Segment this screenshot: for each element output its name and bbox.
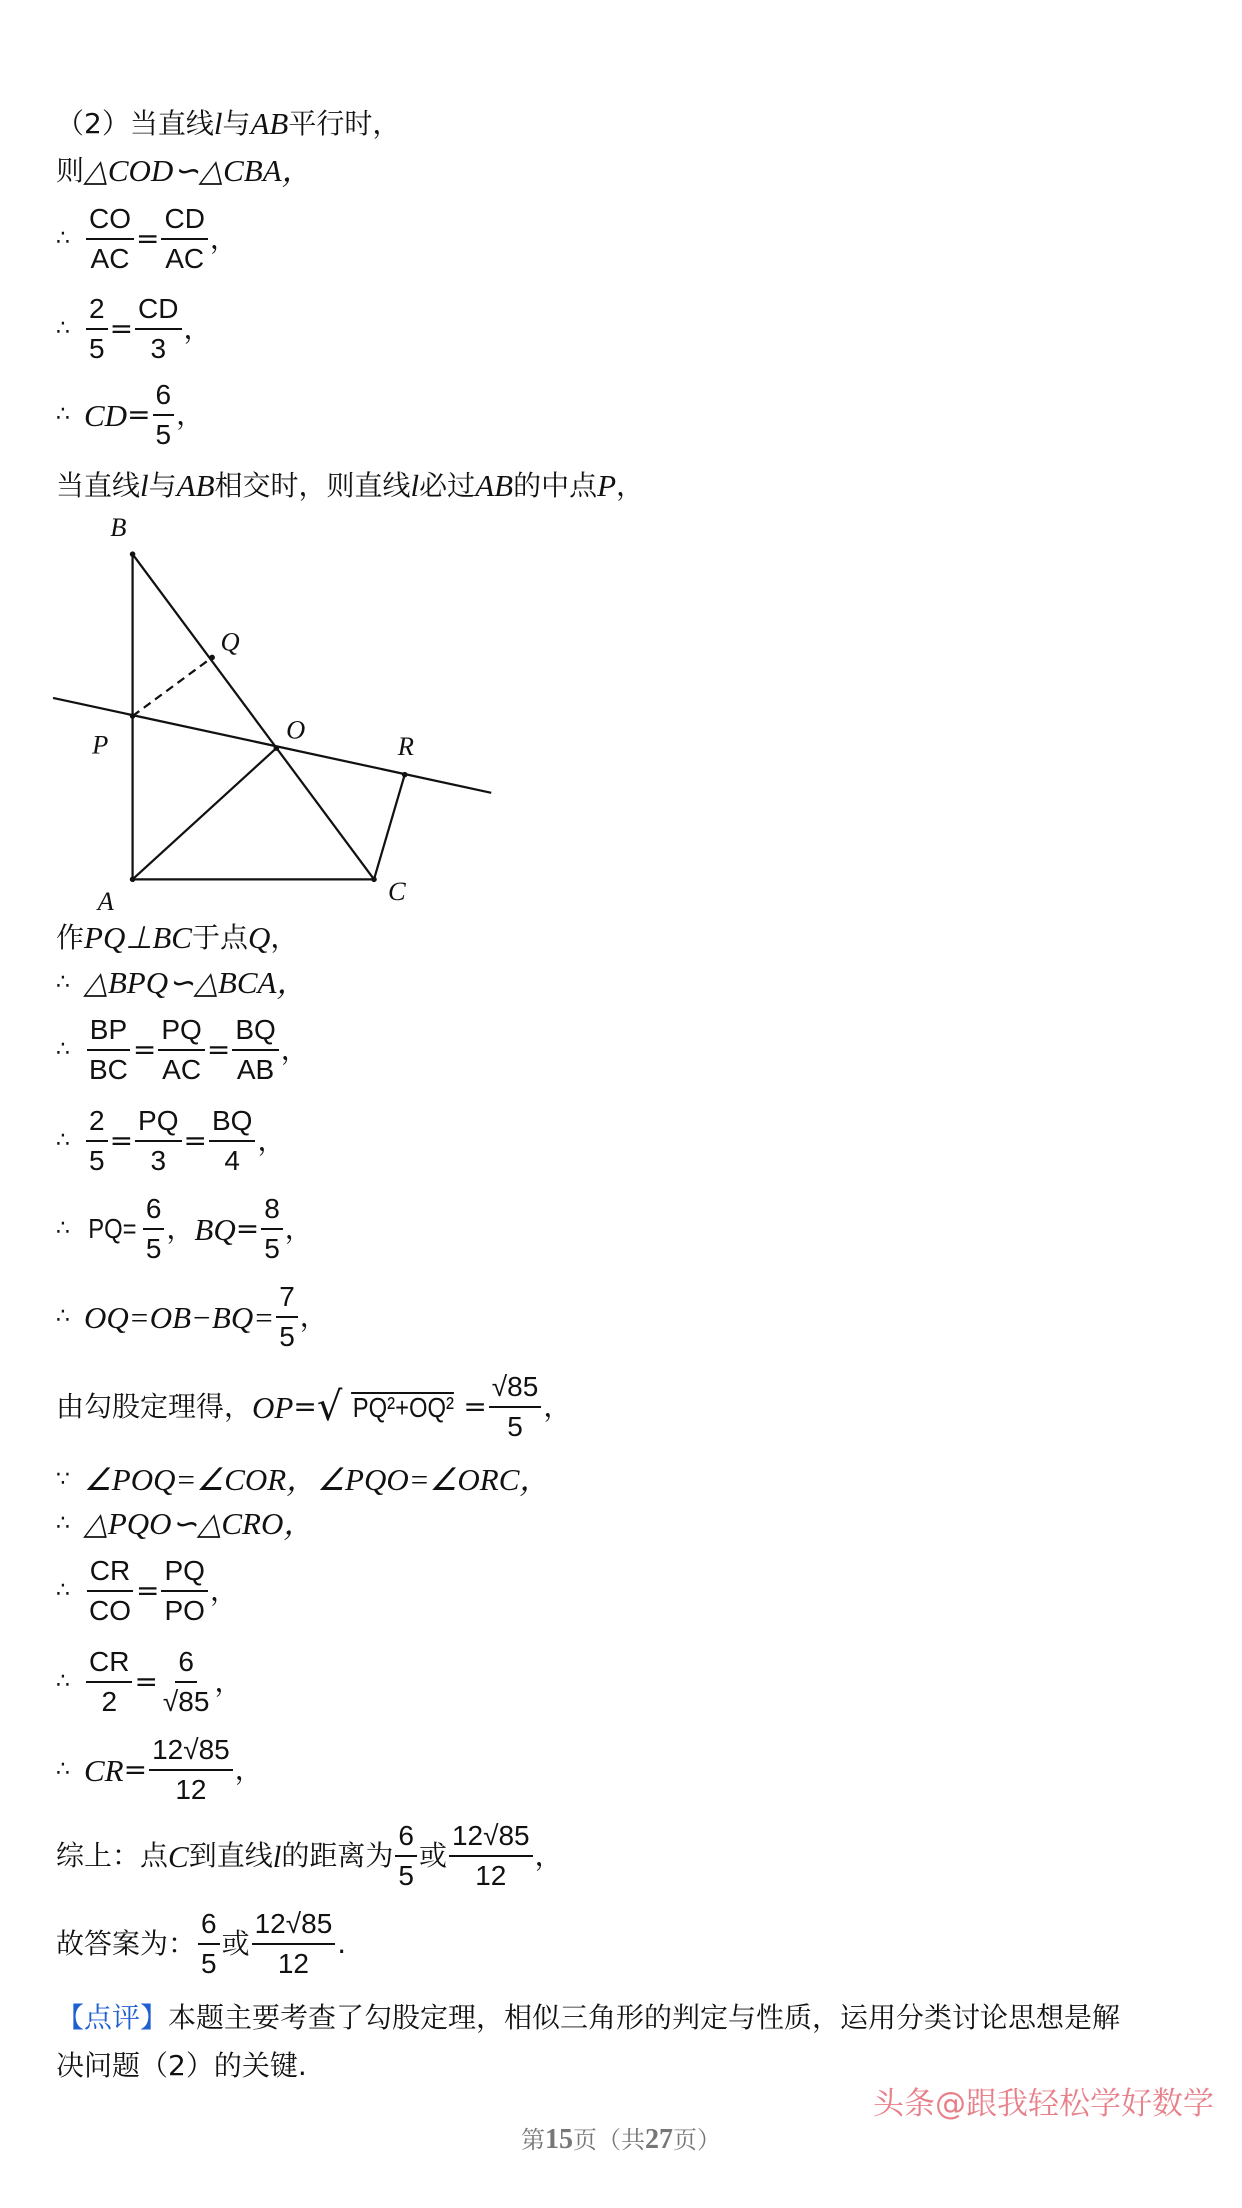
- line-oq: [56, 1278, 328, 1356]
- therefore-symbol: ∴: [56, 1128, 70, 1153]
- fraction: $\frac{CR}{CO}$: [86, 1552, 134, 1630]
- line-ratio-3: [56, 1011, 309, 1089]
- fraction: $\frac{2}{5}$: [86, 290, 108, 368]
- segment-bc: [133, 554, 374, 879]
- text: 或: [221, 1927, 250, 1960]
- var: Q: [247, 920, 271, 955]
- total-pages: 27: [645, 2124, 673, 2155]
- radical-sign: √: [316, 1384, 343, 1430]
- text: 于点: [191, 920, 248, 954]
- because-symbol: ∵: [56, 1466, 70, 1492]
- text: 作: [56, 920, 85, 954]
- equals: =: [132, 1033, 157, 1066]
- comment-tag: 【点评】: [56, 2001, 169, 2034]
- therefore-symbol: ∴: [56, 316, 70, 341]
- fraction: $\frac{12√85}{12}$: [149, 1731, 233, 1809]
- fraction: $\frac{2}{5}$: [86, 1102, 108, 1180]
- text: 的中点: [513, 468, 598, 502]
- var: AB: [475, 468, 514, 503]
- text: 则: [56, 153, 85, 187]
- comma: ，: [299, 1300, 328, 1333]
- text: 故答案为：: [56, 1927, 197, 1960]
- fraction: $\frac{8}{5}$: [261, 1190, 283, 1268]
- var: BQ: [194, 1211, 236, 1247]
- therefore-symbol: ∴: [56, 969, 70, 995]
- therefore-symbol: ∴: [56, 402, 70, 427]
- fraction: $\frac{CD}{3}$: [135, 290, 181, 368]
- comment-line-2: [56, 2049, 307, 2082]
- math: △COD∽△CBA，: [84, 153, 313, 188]
- line-ratio-4: [56, 1102, 285, 1180]
- equals: =: [183, 1124, 207, 1157]
- fraction: $\frac{CO}{AC}$: [86, 200, 134, 278]
- fraction: $\frac{PQ}{3}$: [135, 1102, 181, 1180]
- line-angles: [56, 1464, 550, 1495]
- line-similar-pqo: [56, 1508, 314, 1539]
- math: OQ=OB−BQ=: [84, 1299, 275, 1335]
- label-r: R: [397, 731, 414, 762]
- fraction: $\frac{BQ}{4}$: [209, 1102, 255, 1180]
- equals: =: [136, 222, 160, 255]
- therefore-symbol: ∴: [56, 1037, 70, 1062]
- text: 综上：点: [56, 1839, 169, 1872]
- comma: ，: [543, 1390, 572, 1423]
- fraction: $\frac{BP}{BC}$: [86, 1011, 131, 1089]
- period: .: [337, 1927, 347, 1960]
- var: l: [410, 468, 420, 503]
- var-l: l: [213, 106, 223, 141]
- comma: ，: [183, 312, 212, 345]
- var-ab: AB: [250, 106, 289, 141]
- label-b: B: [110, 512, 127, 543]
- fraction: $\frac{6}{√85}$: [160, 1643, 213, 1721]
- math: △PQO∽△CRO，: [84, 1506, 315, 1541]
- equals: =: [293, 1390, 317, 1423]
- text: 由勾股定理得，: [56, 1390, 253, 1423]
- comment-text: 决问题（2）的关键.: [56, 2049, 307, 2082]
- label-o: O: [286, 714, 306, 745]
- text: 的距离为: [281, 1839, 394, 1872]
- var: CR: [84, 1752, 124, 1788]
- therefore-symbol: ∴: [56, 1669, 70, 1694]
- fraction: $\frac{PQ}{PO}$: [161, 1552, 207, 1630]
- text: ，: [270, 920, 299, 954]
- line-ratio-5: [56, 1552, 238, 1630]
- line-similar-bpq: [56, 967, 307, 998]
- equals: =: [123, 1753, 148, 1786]
- comma: ，: [176, 398, 205, 431]
- text: 必过: [419, 468, 476, 502]
- segment-cr: [374, 775, 405, 880]
- label-p: P: [92, 729, 109, 760]
- comma: ，: [284, 1212, 313, 1245]
- math: ∠POQ=∠COR，∠PQO=∠ORC，: [84, 1462, 551, 1497]
- line-pythagoras: [56, 1368, 571, 1446]
- text: 相交时，则直线: [214, 468, 411, 502]
- therefore-symbol: ∴: [56, 1757, 70, 1782]
- therefore-symbol: ∴: [56, 226, 70, 251]
- line-l: [53, 698, 491, 793]
- label-a: A: [97, 886, 114, 917]
- comment-line-1: [56, 2001, 1121, 2034]
- var: l: [272, 1838, 282, 1874]
- line-ratio-6: [56, 1643, 242, 1721]
- segment-ao: [133, 748, 277, 879]
- math: PQ⊥BC: [84, 920, 192, 955]
- var: AB: [176, 468, 215, 503]
- watermark: 头条@跟我轻松学好数学: [873, 2086, 1214, 2122]
- fraction: $\frac{12√85}{12}$: [252, 1905, 336, 1983]
- equals: =: [235, 1212, 260, 1245]
- comma: ，: [209, 1574, 238, 1607]
- equals: =: [136, 1574, 160, 1607]
- text: 与: [222, 106, 251, 140]
- radicand: PQ²+OQ²: [353, 1392, 455, 1423]
- fraction: $\frac{CD}{AC}$: [161, 200, 207, 278]
- fraction: $\frac{7}{5}$: [276, 1278, 298, 1356]
- fraction: $\frac{CR}{2}$: [86, 1643, 132, 1721]
- text: ，: [616, 468, 645, 502]
- line-answer: [56, 1905, 346, 1983]
- equals: =: [109, 1124, 134, 1157]
- therefore-symbol: ∴: [56, 1304, 70, 1329]
- fraction: $\frac{12√85}{12}$: [449, 1817, 533, 1895]
- fraction: $\frac{6}{5}$: [395, 1817, 417, 1895]
- fraction: $\frac{6}{5}$: [143, 1190, 165, 1268]
- text: 或: [418, 1839, 447, 1872]
- var: P: [597, 468, 617, 503]
- therefore-symbol: ∴: [56, 1510, 70, 1536]
- equals: =: [127, 398, 151, 431]
- page-number: 15: [545, 2124, 573, 2155]
- fraction: $\frac{PQ}{AC}$: [158, 1011, 204, 1089]
- comma: ，: [234, 1753, 263, 1786]
- comma: ，: [166, 1212, 195, 1245]
- comment-text: 本题主要考查了勾股定理，相似三角形的判定与性质，运用分类讨论思想是解: [168, 2001, 1121, 2034]
- equals: =: [134, 1665, 158, 1698]
- math: △BPQ∽△BCA，: [84, 965, 308, 1000]
- comma: ，: [214, 1665, 243, 1698]
- line-construct-pq: [56, 922, 298, 953]
- page-footer: 第15页（共27页）: [521, 2124, 721, 2155]
- var: CD: [84, 397, 128, 433]
- text: 平行时，: [288, 106, 401, 140]
- equals: =: [206, 1033, 231, 1066]
- comma: ，: [280, 1033, 309, 1066]
- comma: ，: [257, 1124, 286, 1157]
- math: PQ=: [88, 1213, 137, 1244]
- fraction: $\frac{BQ}{AB}$: [232, 1011, 278, 1089]
- comma: ，: [534, 1839, 563, 1872]
- text: 到直线: [188, 1839, 273, 1872]
- label-q: Q: [220, 626, 240, 657]
- comma: ，: [209, 222, 238, 255]
- equals: =: [463, 1390, 487, 1423]
- line-cr-result: [56, 1731, 263, 1809]
- segment-pq-dashed: [133, 657, 213, 716]
- text: 与: [148, 468, 177, 502]
- text: 当直线: [56, 468, 141, 502]
- fraction: $\frac{√85}{5}$: [489, 1368, 542, 1446]
- line-summary: [56, 1817, 563, 1895]
- fraction: $\frac{6}{5}$: [153, 376, 175, 454]
- fraction: $\frac{6}{5}$: [198, 1905, 220, 1983]
- equals: =: [109, 312, 134, 345]
- therefore-symbol: ∴: [56, 1216, 70, 1241]
- var: C: [168, 1838, 189, 1874]
- text: （2）当直线: [56, 106, 214, 140]
- therefore-symbol: ∴: [56, 1578, 70, 1603]
- label-c: C: [387, 876, 406, 907]
- line-pq-bq: [56, 1190, 313, 1268]
- var: l: [140, 468, 149, 503]
- var: OP: [252, 1389, 294, 1425]
